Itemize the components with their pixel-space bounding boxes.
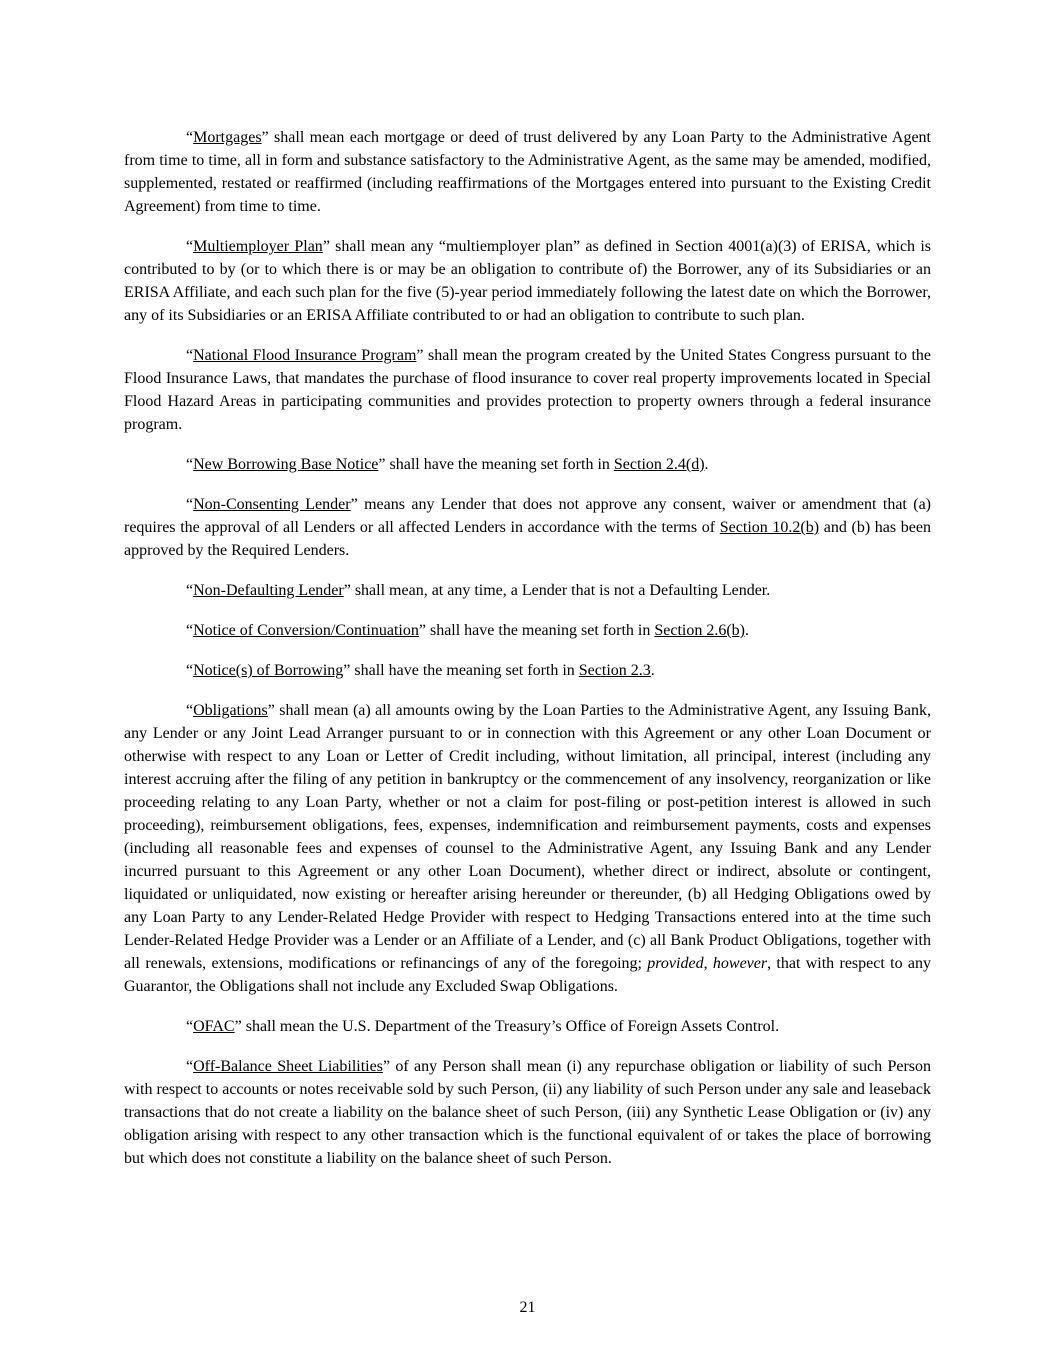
text-run: ” shall mean each mortgage or deed of trust delivered by any Loan Party to the Administrative Agent from time to time, all in form and substance satisfactory to the Administrative Agent, as the same may be amended, modified, supplemented, restated or reaffirmed (including reaffirmations of the Mortgages entered into pursuant to the Existing Credit Agreement) from time to time. <box>124 129 931 215</box>
paragraph <box>124 344 931 436</box>
text-run: . <box>650 662 655 679</box>
section-reference: Section 2.6(b) <box>654 622 745 639</box>
defined-term: New Borrowing Base Notice <box>193 456 379 473</box>
text-run: ” shall mean any “multiemployer plan” as defined in Section 4001(a)(3) of ERISA, which is contributed to by (or to which there is or may be an obligation to contribute of) the Borrower, any of its Subsidiaries or an ERISA Affiliate, and each such plan for the five (5)-year period immediately following the latest date on which the Borrower, any of its Subsidiaries or an ERISA Affiliate contributed to or had an obligation to contribute to such plan. <box>124 238 931 324</box>
defined-term: Non-Defaulting Lender <box>193 582 344 599</box>
text-run: “ <box>186 1018 194 1035</box>
defined-term: National Flood Insurance Program <box>193 347 417 364</box>
text-run: . <box>704 456 709 473</box>
text-run: ” of any Person shall mean (i) any repurchase obligation or liability of such Person with respect to accounts or notes receivable sold by such Person, (ii) any liability of such Person under any sale and leaseback transactions that do not create a liability on the balance sheet of such Person, (iii) any Synthetic Lease Obligation or (iv) any obligation arising with respect to any other transaction which is the functional equivalent of or takes the place of borrowing but which does not constitute a liability on the balance sheet of such Person. <box>124 1058 931 1167</box>
text-run: , <box>703 955 713 972</box>
text-run: ” shall mean (a) all amounts owing by the Loan Parties to the Administrative Agent, any Issuing Bank, any Lender or any Joint Lead Arranger pursuant to or in connection with this Agreement or any other Loan Document or otherwise with respect to any Loan or Letter of Credit including, without limitation, all principal, interest (including any interest accruing after the filing of any petition in bankruptcy or the commencement of any insolvency, reorganization or like proceeding relating to any Loan Party, whether or not a claim for post-filing or post-petition interest is allowed in such proceeding), reimbursement obligations, fees, expenses, indemnification and reimbursement payments, costs and expenses (including all reasonable fees and expenses of counsel to the Administrative Agent, any Issuing Bank and any Lender incurred pursuant to this Agreement or any other Loan Document), whether direct or indirect, absolute or contingent, liquidated or unliquidated, now existing or hereafter arising hereunder or thereunder, (b) all Hedging Obligations owed by any Loan Party to any Lender-Related Hedge Provider with respect to Hedging Transactions entered into at the time such Lender-Related Hedge Provider was a Lender or an Affiliate of a Lender, and (c) all Bank Product Obligations, together with all renewals, extensions, modifications or refinancings of any of the foregoing; <box>124 702 931 972</box>
paragraph <box>124 235 931 327</box>
paragraph <box>124 493 931 562</box>
defined-term: Obligations <box>193 702 268 719</box>
text-run: ” shall mean the U.S. Department of the Treasury’s Office of Foreign Assets Control. <box>234 1018 780 1035</box>
text-run: “ <box>186 456 194 473</box>
section-reference: Section 10.2(b) <box>719 519 820 536</box>
defined-term: Mortgages <box>193 129 262 146</box>
text-run: ” shall mean the program created by the United States Congress pursuant to the Flood Insurance Laws, that mandates the purchase of flood insurance to cover real property improvements located in Special Flood Hazard Areas in participating communities and provides protection to property owners through a federal insurance program. <box>124 347 932 433</box>
text-run: “ <box>186 347 194 364</box>
text-run: . <box>745 622 749 639</box>
defined-term: OFAC <box>193 1018 235 1035</box>
defined-term: Notice of Conversion/Continuation <box>193 622 419 639</box>
text-run: ” shall have the meaning set forth in <box>418 622 655 639</box>
paragraph <box>124 453 931 476</box>
section-reference: Section 2.3 <box>578 662 651 679</box>
text-run: “ <box>186 129 194 146</box>
text-run: “ <box>186 702 194 719</box>
text-run: ” shall have the meaning set forth in <box>343 662 579 679</box>
defined-term: Multiemployer Plan <box>193 238 323 255</box>
paragraph <box>124 1015 931 1038</box>
page-number: 21 <box>519 1299 536 1316</box>
paragraph <box>124 699 931 998</box>
text-run: ” shall mean, at any time, a Lender that is not a Defaulting Lender. <box>343 582 771 599</box>
text-run: “ <box>186 582 194 599</box>
text-run: ” shall have the meaning set forth in <box>378 456 614 473</box>
text-run: “ <box>186 1058 194 1075</box>
section-reference: Section 2.4(d) <box>613 456 705 473</box>
text-run: “ <box>186 496 194 513</box>
text-run: “ <box>186 238 194 255</box>
paragraph <box>124 579 931 602</box>
paragraph <box>124 1055 931 1170</box>
paragraph <box>124 619 931 642</box>
paragraph <box>124 126 931 218</box>
emphasis-text: however <box>712 955 768 972</box>
document-body <box>124 126 931 1170</box>
emphasis-text: provided <box>647 955 704 972</box>
defined-term: Off-Balance Sheet Liabilities <box>193 1058 383 1075</box>
defined-term: Non-Consenting Lender <box>193 496 351 513</box>
paragraph <box>124 659 931 682</box>
defined-term: Notice(s) of Borrowing <box>193 662 344 679</box>
text-run: “ <box>186 622 194 639</box>
text-run: and (b) has been approved by the Required Lenders. <box>124 519 931 559</box>
text-run: “ <box>186 662 194 679</box>
text-run: ” means any Lender that does not approve any consent, waiver or amendment that (a) requires the approval of all Lenders or all affected Lenders in accordance with the terms of <box>124 496 932 536</box>
text-run: , that with respect to any Guarantor, the Obligations shall not include any Excluded Swap Obligations. <box>124 955 931 995</box>
